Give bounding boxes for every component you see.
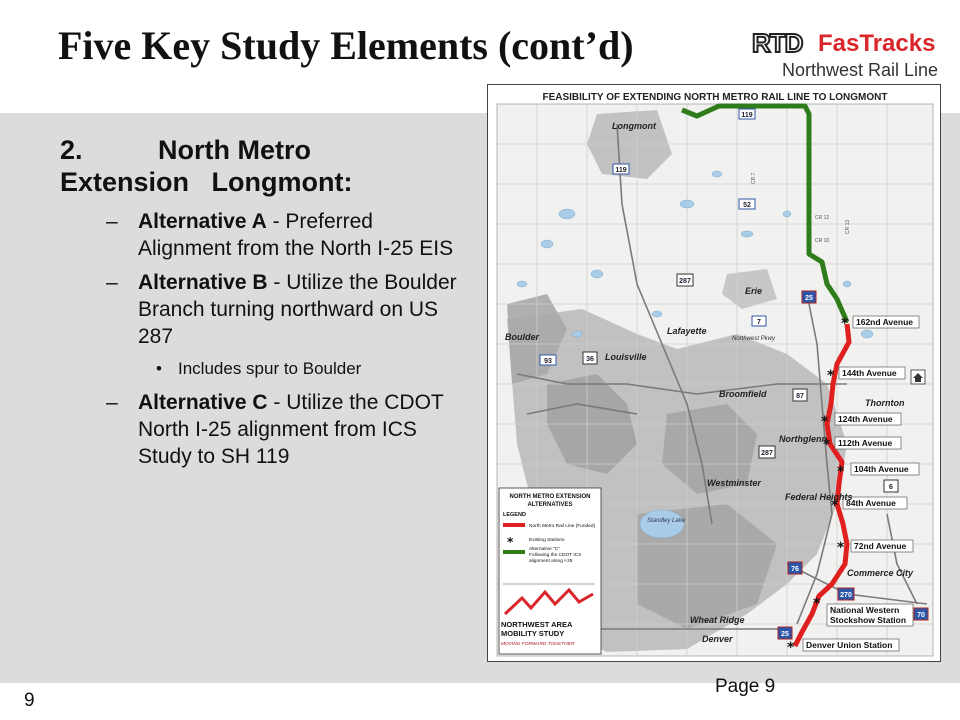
station-label-dus: Denver Union Station [806, 640, 893, 650]
shield-270: 270 [840, 592, 852, 599]
station-marker-nwss: * [813, 596, 821, 612]
fastracks-logo-text: FasTracks [818, 30, 936, 57]
alternative-c-name: Alternative C [138, 391, 268, 414]
legend-title-1: NORTH METRO EXTENSION [509, 494, 591, 500]
legend-title-2: ALTERNATIVES [527, 502, 573, 508]
svg-text:*: * [507, 535, 514, 549]
city-wheat-ridge: Wheat Ridge [690, 615, 745, 625]
rtd-fastracks-logo [752, 26, 942, 84]
station-label-124: 124th Avenue [838, 414, 893, 424]
shield-70: 70 [917, 612, 925, 619]
legend-logo-line-1: NORTHWEST AREA [501, 620, 573, 629]
sub-bullet-text: Includes spur to Boulder [178, 359, 362, 378]
dot-bullet: • [156, 359, 162, 378]
road-label-cr13: CR 13 [845, 219, 851, 234]
page-label: Page 9 [715, 676, 776, 697]
alternative-a-name: Alternative A [138, 210, 267, 233]
shield-119a: 119 [741, 112, 753, 119]
city-broomfield: Broomfield [719, 389, 767, 399]
legend-logo-line-2: MOBILITY STUDY [501, 629, 565, 638]
city-lafayette: Lafayette [667, 326, 707, 336]
sub-bullet-spur [60, 357, 470, 381]
road-label-cr10: CR 10 [815, 238, 830, 244]
heading-line-1: North Metro [158, 135, 311, 165]
alternative-c [60, 389, 470, 470]
city-denver: Denver [702, 634, 733, 644]
alternative-b-name: Alternative B [138, 271, 268, 294]
shield-287b: 287 [761, 450, 773, 457]
station-label-72: 72nd Avenue [854, 541, 907, 551]
legend-item-funded: North Metro Rail Line (Funded) [529, 524, 596, 529]
lake-label-standley: Standley Lake [647, 518, 686, 524]
station-label-nwss-1: National Western [830, 605, 900, 615]
shield-119b: 119 [615, 167, 627, 174]
station-marker-112: * [823, 437, 831, 453]
dash-bullet: – [106, 210, 118, 233]
city-erie: Erie [745, 286, 763, 296]
road-label-cr12: CR 12 [815, 215, 830, 221]
city-federal-heights-1: Federal Heights [785, 492, 853, 502]
dash-bullet: – [106, 271, 118, 294]
station-marker-104: * [837, 464, 845, 480]
standley-lake-shape [640, 510, 684, 538]
shield-6: 6 [889, 484, 893, 491]
station-marker-72: * [837, 540, 845, 556]
slide-content [60, 134, 470, 477]
city-northglenn: Northglenn [779, 434, 827, 444]
feasibility-map [487, 84, 941, 662]
alternative-b-text: - Utilize the Boulder Branch turning northward on US 287 [138, 271, 457, 348]
shield-87: 87 [796, 393, 804, 400]
shield-25b: 25 [781, 631, 789, 638]
legend-logo-line-3: MOVING FORWARD TOGETHER [501, 642, 575, 647]
heading-number: 2. [60, 135, 83, 165]
station-marker-162: * [841, 316, 849, 332]
shield-287a: 287 [679, 278, 691, 285]
road-label-cr7: CR 7 [751, 172, 757, 184]
shield-76: 76 [791, 566, 799, 573]
alternative-b [60, 269, 470, 350]
alternative-a [60, 208, 470, 262]
station-marker-84: * [831, 498, 839, 514]
legend-heading: LEGEND [503, 512, 526, 518]
legend-item-alt-c-2: Following the CDOT ICS [529, 553, 582, 558]
shield-52: 52 [743, 202, 751, 209]
station-marker-dus: * [787, 640, 795, 656]
shield-93: 93 [544, 358, 552, 365]
section-heading [60, 134, 470, 198]
dash-bullet: – [106, 391, 118, 414]
city-westminster: Westminster [707, 478, 761, 488]
city-longmont: Longmont [612, 121, 656, 131]
road-label-northwest-pkwy: Northwest Pkwy [732, 336, 776, 342]
map-svg [487, 84, 941, 662]
station-marker-124: * [821, 414, 829, 430]
rtd-logo-text: RTD [752, 28, 803, 58]
station-label-144: 144th Avenue [842, 368, 897, 378]
station-label-112: 112th Avenue [838, 438, 893, 448]
legend-item-alt-c-1: Alternative "C" [529, 547, 560, 552]
city-thornton: Thornton [865, 398, 905, 408]
alternative-c-text: - Utilize the CDOT North I-25 alignment from ICS Study to SH 119 [138, 391, 444, 468]
map-title: FEASIBILITY OF EXTENDING NORTH METRO RAIL LINE TO LONGMONT [542, 92, 888, 103]
station-marker-144: * [827, 368, 835, 384]
legend-item-alt-c-3: alignment along I-25 [529, 559, 573, 564]
alternative-a-text: - Preferred Alignment from the North I-25 EIS [138, 210, 454, 260]
station-label-104: 104th Avenue [854, 464, 909, 474]
map-legend [499, 488, 601, 654]
city-commerce-city: Commerce City [847, 568, 914, 578]
slide-title: Five Key Study Elements (cont’d) [58, 23, 634, 68]
slide-number: 9 [24, 690, 35, 711]
station-label-nwss-2: Stockshow Station [830, 615, 907, 625]
legend-item-stations: Existing Stations [529, 538, 565, 543]
shield-7: 7 [757, 319, 761, 326]
northwest-rail-line-text: Northwest Rail Line [782, 60, 939, 80]
city-louisville: Louisville [605, 352, 647, 362]
station-label-162: 162nd Avenue [856, 317, 914, 327]
station-label-84: 84th Avenue [846, 498, 896, 508]
city-boulder: Boulder [505, 332, 540, 342]
shield-25a: 25 [805, 295, 813, 302]
heading-line-2: Extension Longmont: [60, 167, 353, 197]
shield-36: 36 [586, 356, 594, 363]
